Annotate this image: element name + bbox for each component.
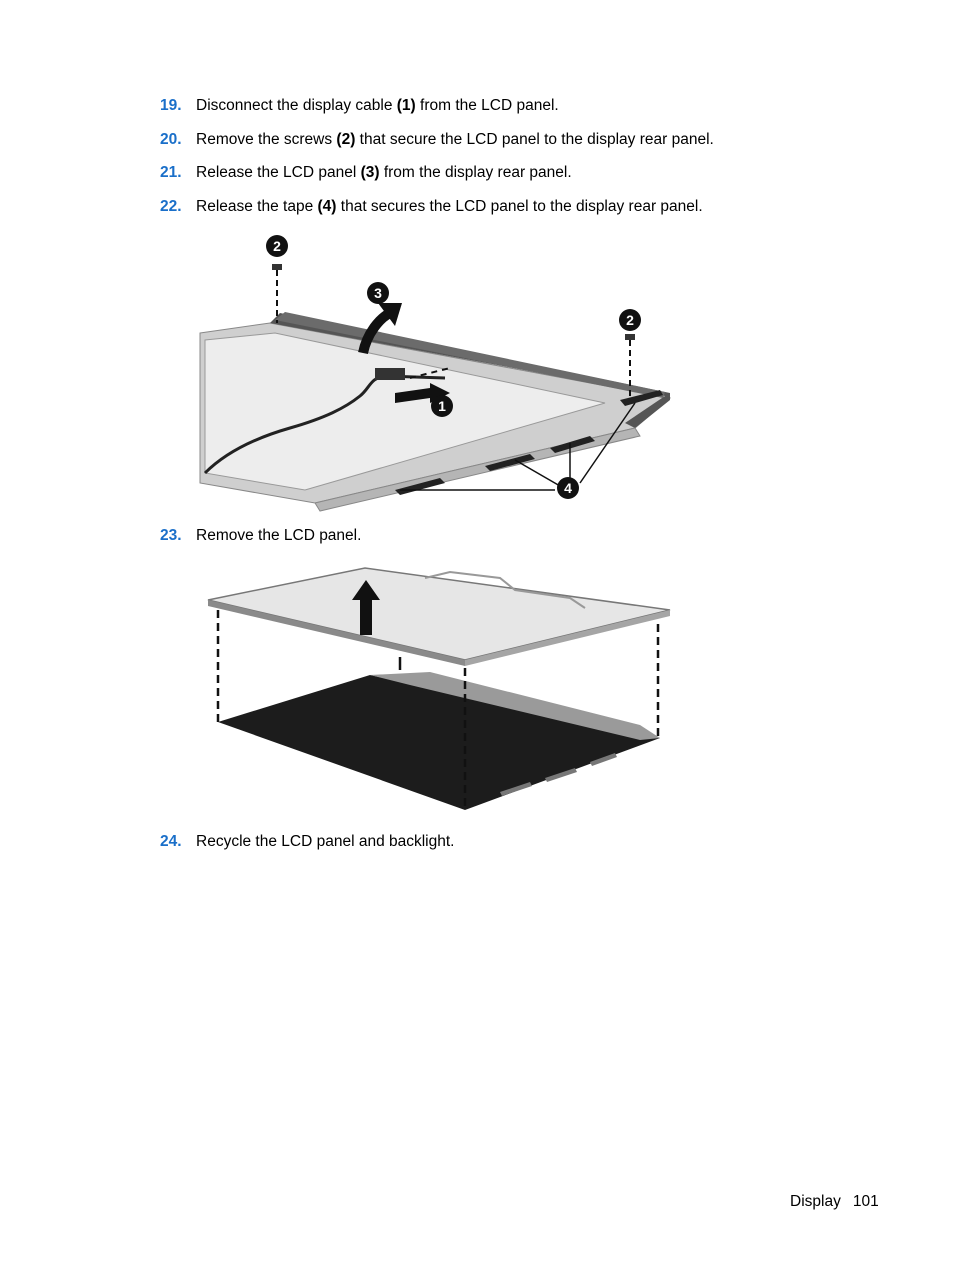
step-number: 22. (160, 198, 182, 215)
step-number: 24. (160, 833, 182, 850)
section-name: Display (790, 1193, 841, 1210)
step-23 (160, 527, 361, 545)
page-number: 101 (852, 1193, 879, 1210)
page-footer (790, 1193, 879, 1211)
step-text: Release the LCD panel (196, 164, 361, 181)
step-text: from the display rear panel. (379, 164, 572, 181)
callout-ref: (2) (336, 131, 356, 148)
svg-text:2: 2 (626, 312, 634, 328)
svg-text:4: 4 (564, 480, 572, 496)
callout-1 (431, 395, 453, 417)
step-text: Recycle the LCD panel and backlight. (196, 833, 455, 850)
step-19 (160, 97, 559, 115)
lcd-panel-removal-illustration (195, 228, 675, 513)
step-text: Remove the LCD panel. (196, 527, 362, 544)
step-22 (160, 198, 703, 216)
step-text: that secure the LCD panel to the display rear panel. (355, 131, 714, 148)
callout-ref: (1) (396, 97, 416, 114)
callout-ref: (4) (317, 198, 337, 215)
step-20 (160, 131, 714, 149)
step-24 (160, 833, 454, 851)
callout-2-right (619, 309, 641, 331)
step-number: 21. (160, 164, 182, 181)
step-text: Release the tape (196, 198, 318, 215)
step-text: that secures the LCD panel to the display rear panel. (336, 198, 703, 215)
step-text: Disconnect the display cable (196, 97, 397, 114)
svg-text:1: 1 (438, 398, 446, 414)
callout-3 (367, 282, 389, 304)
step-text: from the LCD panel. (415, 97, 559, 114)
step-21 (160, 164, 572, 182)
svg-text:2: 2 (273, 238, 281, 254)
lcd-panel-lift-illustration (200, 560, 675, 815)
step-text: Remove the screws (196, 131, 337, 148)
step-number: 20. (160, 131, 182, 148)
callout-ref: (3) (360, 164, 380, 181)
step-number: 23. (160, 527, 182, 544)
callout-2-left (266, 235, 288, 257)
step-number: 19. (160, 97, 182, 114)
callout-4 (557, 477, 579, 499)
svg-text:3: 3 (374, 285, 382, 301)
